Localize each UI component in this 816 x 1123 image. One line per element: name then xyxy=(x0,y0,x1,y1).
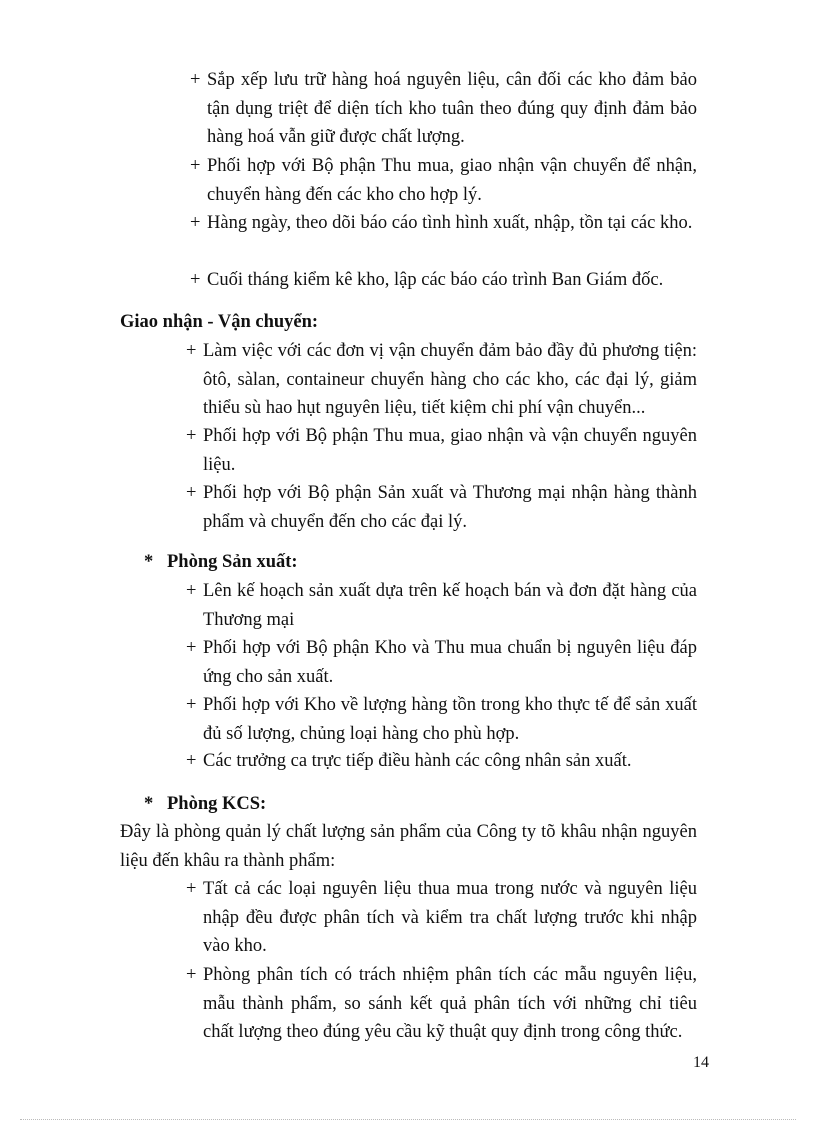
list-item xyxy=(186,961,697,1047)
list-item-text: Làm việc với các đơn vị vận chuyển đảm bảo đầy đủ phương tiện: ôtô, sàlan, containeur chuyển hàng cho các kho, các đại lý, giảm thiểu sù hao hụt nguyên liệu, tiết kiệm chi phí vận chuyển... xyxy=(203,341,697,418)
list-item-text: Phối hợp với Kho về lượng hàng tồn trong kho thực tế để sản xuất đủ số lượng, chủng loại hàng cho phù hợp. xyxy=(203,695,697,744)
list-item xyxy=(186,747,697,776)
plus-bullet: + xyxy=(186,695,197,715)
list-item xyxy=(186,634,697,691)
list-item xyxy=(190,209,697,238)
list-item-text: Các trưởng ca trực tiếp điều hành các công nhân sản xuất. xyxy=(203,751,632,771)
section-bullet-star: * xyxy=(144,794,154,814)
section-heading-kcs: Phòng KCS: xyxy=(167,794,267,814)
plus-bullet: + xyxy=(186,581,197,601)
list-item xyxy=(190,66,697,152)
plus-bullet: + xyxy=(186,638,197,658)
plus-bullet: + xyxy=(186,879,197,899)
section-heading-giao-nhan: Giao nhận - Vận chuyển: xyxy=(120,312,319,332)
list-item xyxy=(186,479,697,536)
list-item-text: Phối hợp với Bộ phận Thu mua, giao nhận và vận chuyển nguyên liệu. xyxy=(203,426,697,475)
section-heading-san-xuat: Phòng Sản xuất: xyxy=(167,552,298,572)
section-intro-paragraph: Đây là phòng quản lý chất lượng sản phẩm của Công ty tõ khâu nhận nguyên liệu đến khâu ra thành phẩm: xyxy=(120,822,697,871)
plus-bullet: + xyxy=(186,965,197,985)
list-item-text: Hàng ngày, theo dõi báo cáo tình hình xuất, nhập, tồn tại các kho. xyxy=(207,213,693,233)
page-number: 14 xyxy=(693,1054,709,1071)
list-item-text: Phòng phân tích có trách nhiệm phân tích các mẫu nguyên liệu, mẫu thành phẩm, so sánh kết quả phân tích với những chỉ tiêu chất lượng theo đúng yêu cầu kỹ thuật quy định trong công thức. xyxy=(203,965,697,1042)
list-item-text: Cuối tháng kiểm kê kho, lập các báo cáo trình Ban Giám đốc. xyxy=(207,270,664,290)
plus-bullet: + xyxy=(186,483,197,503)
list-item-text: Tất cả các loại nguyên liệu thua mua trong nước và nguyên liệu nhập đều được phân tích và kiểm tra chất lượng trước khi nhập vào kho. xyxy=(203,879,697,956)
plus-bullet: + xyxy=(190,213,201,233)
list-item-text: Phối hợp với Bộ phận Kho và Thu mua chuẩn bị nguyên liệu đáp ứng cho sản xuất. xyxy=(203,638,697,687)
plus-bullet: + xyxy=(186,341,197,361)
list-item-text: Phối hợp với Bộ phận Thu mua, giao nhận vận chuyển để nhận, chuyển hàng đến các kho cho hợp lý. xyxy=(207,156,697,205)
list-item-text: Phối hợp với Bộ phận Sản xuất và Thương mại nhận hàng thành phẩm và chuyển đến cho các đại lý. xyxy=(203,483,697,532)
plus-bullet: + xyxy=(186,426,197,446)
list-item xyxy=(186,691,697,748)
plus-bullet: + xyxy=(190,156,201,176)
plus-bullet: + xyxy=(186,751,197,771)
list-item xyxy=(190,266,697,295)
list-item xyxy=(186,422,697,479)
list-item xyxy=(190,152,697,209)
list-item xyxy=(186,577,697,634)
list-item-text: Lên kế hoạch sản xuất dựa trên kế hoạch bán và đơn đặt hàng của Thương mại xyxy=(203,581,697,630)
section-bullet-star: * xyxy=(144,552,154,572)
list-item xyxy=(186,875,697,961)
plus-bullet: + xyxy=(190,270,201,290)
page-bottom-divider xyxy=(20,1119,796,1120)
list-item xyxy=(186,337,697,423)
plus-bullet: + xyxy=(190,70,201,90)
list-item-text: Sắp xếp lưu trữ hàng hoá nguyên liệu, cân đối các kho đảm bảo tận dụng triệt để diện tích kho tuân theo đúng quy định đảm bảo hàng hoá vẫn giữ được chất lượng. xyxy=(207,70,697,147)
